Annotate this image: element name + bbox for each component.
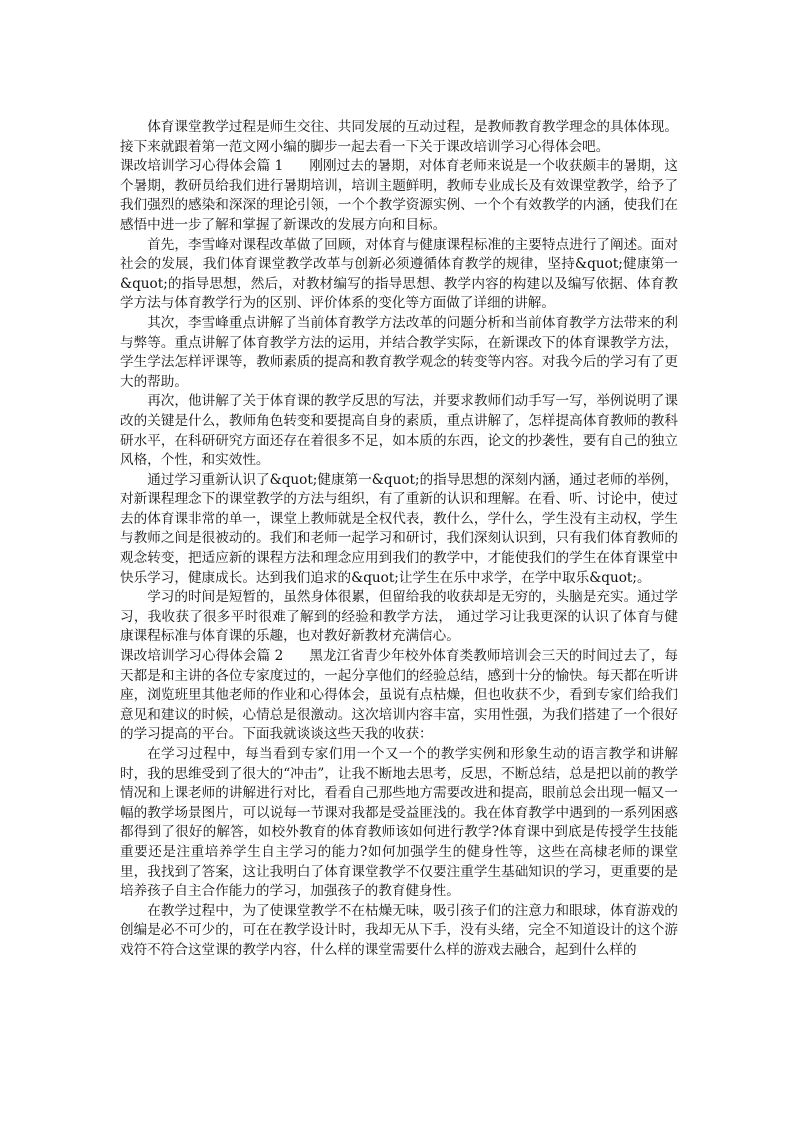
section-2-paragraph: 在学习过程中，每当看到专家们用一个又一个的教学实例和形象生动的语言教学和讲解时，我的思维受到了很大的“冲击”，让我不断地去思考，反思，不断总结，总是把以前的教学情况和上课老师的讲解进行对比，看看自己那些地方需要改进和提高，眼前总会出现一幅又一幅的教学场景图片，可以说每一节课对我都是受益匪浅的。我在体育教学中遇到的一系列困惑都得到了很好的解答，如校外教育的体育教师该如何进行教学?体育课中到底是传授学生技能重要还是注重培养学生自主学习的能力?如何加强学生的健身性等，这些在高棣老师的课堂里，我找到了答案，这让我明白了体育课堂教学不仅要注重学生基础知识的学习，更重要的是培养孩子自主合作能力的学习，加强孩子的教育健身性。 — [120, 746, 678, 900]
section-2-title: 课改培训学习心得体会篇 2 — [120, 648, 284, 665]
document-page — [120, 118, 678, 961]
section-1-paragraph: 学习的时间是短暂的，虽然身体很累，但留给我的收获却是无穷的，头脑是充实。通过学习，我收获了很多平时很难了解到的经验和教学方法， 通过学习让我更深的认识了体育与健康课程标准与体育课的乐趣，也对教好新教材充满信心。 — [120, 589, 678, 645]
section-2-lead-text: 黑龙江省青少年校外体育类教师培训会三天的时间过去了，每天都是和主讲的各位专家度过的，一起分享他们的经验总结，感到十分的愉快。每天都在听讲座，浏览班里其他老师的作业和心得体会，虽说有点枯燥，但也收获不少，看到专家们给我们意见和建议的时候，心情总是很激动。这次培训内容丰富，实用性强，为我们搭建了一个很好的学习提高的平台。下面我就谈谈这些天我的收获： — [120, 648, 678, 743]
section-1-lead-text: 刚刚过去的暑期，对体育老师来说是一个收获颇丰的暑期，这个暑期，教研员给我们进行暑期培训，培训主题鲜明，教师专业成长及有效课堂教学，给予了我们强烈的感染和深深的理论引领，一个个教学资源实例、一个个有效教学的内涵，使我们在感悟中进一步了解和掌握了新课改的发展方向和目标。 — [120, 158, 678, 233]
section-2-lead-paragraph — [120, 647, 678, 745]
section-1-paragraph: 首先，李雪峰对课程改革做了回顾，对体育与健康课程标准的主要特点进行了阐述。面对社会的发展，我们体育课堂教学改革与创新必须遵循体育教学的规律，坚持&quot;健康第一&quot;的指导思想，然后，对教材编写的指导思想、教学内容的构建以及编写依据、体育教学方法与体育教学行为的区别、评价体系的变化等方面做了详细的讲解。 — [120, 236, 678, 312]
section-1-title: 课改培训学习心得体会篇 1 — [120, 158, 284, 175]
section-1-paragraph: 通过学习重新认识了&quot;健康第一&quot;的指导思想的深刻内涵，通过老师的举例，对新课程理念下的课堂教学的方法与组织，有了重新的认识和理解。在看、听、讨论中，使过去的体育课非常的单一，课堂上教师就是全权代表，教什么，学什么，学生没有主动权，学生与教师之间是很被动的。我们和老师一起学习和研讨，我们深刻认识到，只有我们体育教师的观念转变，把适应新的课程方法和理念应用到我们的教学中，才能使我们的学生在体育课堂中快乐学习，健康成长。达到我们追求的&quot;让学生在乐中求学，在学中取乐&quot;。 — [120, 471, 678, 586]
section-1-paragraph: 其次，李雪峰重点讲解了当前体育教学方法改革的问题分析和当前体育教学方法带来的利与弊等。重点讲解了体育教学方法的运用，并结合教学实际，在新课改下的体育课教学方法，学生学法怎样评课等，教师素质的提高和教育教学观念的转变等内容。对我今后的学习有了更大的帮助。 — [120, 314, 678, 390]
intro-paragraph: 体育课堂教学过程是师生交往、共同发展的互动过程，是教师教育教学理念的具体体现。接下来就跟着第一范文网小编的脚步一起去看一下关于课改培训学习心得体会吧。 — [120, 119, 678, 155]
section-1-lead-paragraph — [120, 157, 678, 235]
section-2-paragraph: 在教学过程中，为了使课堂教学不在枯燥无味，吸引孩子们的注意力和眼球，体育游戏的创编是必不可少的，可在在教学设计时，我却无从下手，没有头绪，完全不知道设计的这个游戏符不符合这堂课的教学内容，什么样的课堂需要什么样的游戏去融合，起到什么样的 — [120, 902, 678, 958]
section-1-paragraph: 再次，他讲解了关于体育课的教学反思的写法，并要求教师们动手写一写，举例说明了课改的关键是什么，教师角色转变和要提高自身的素质，重点讲解了，怎样提高体育教师的教科研水平，在科研研究方面还存在着很多不足，如本质的东西，论文的抄袭性，要有自己的独立风格，个性，和实效性。 — [120, 393, 678, 469]
